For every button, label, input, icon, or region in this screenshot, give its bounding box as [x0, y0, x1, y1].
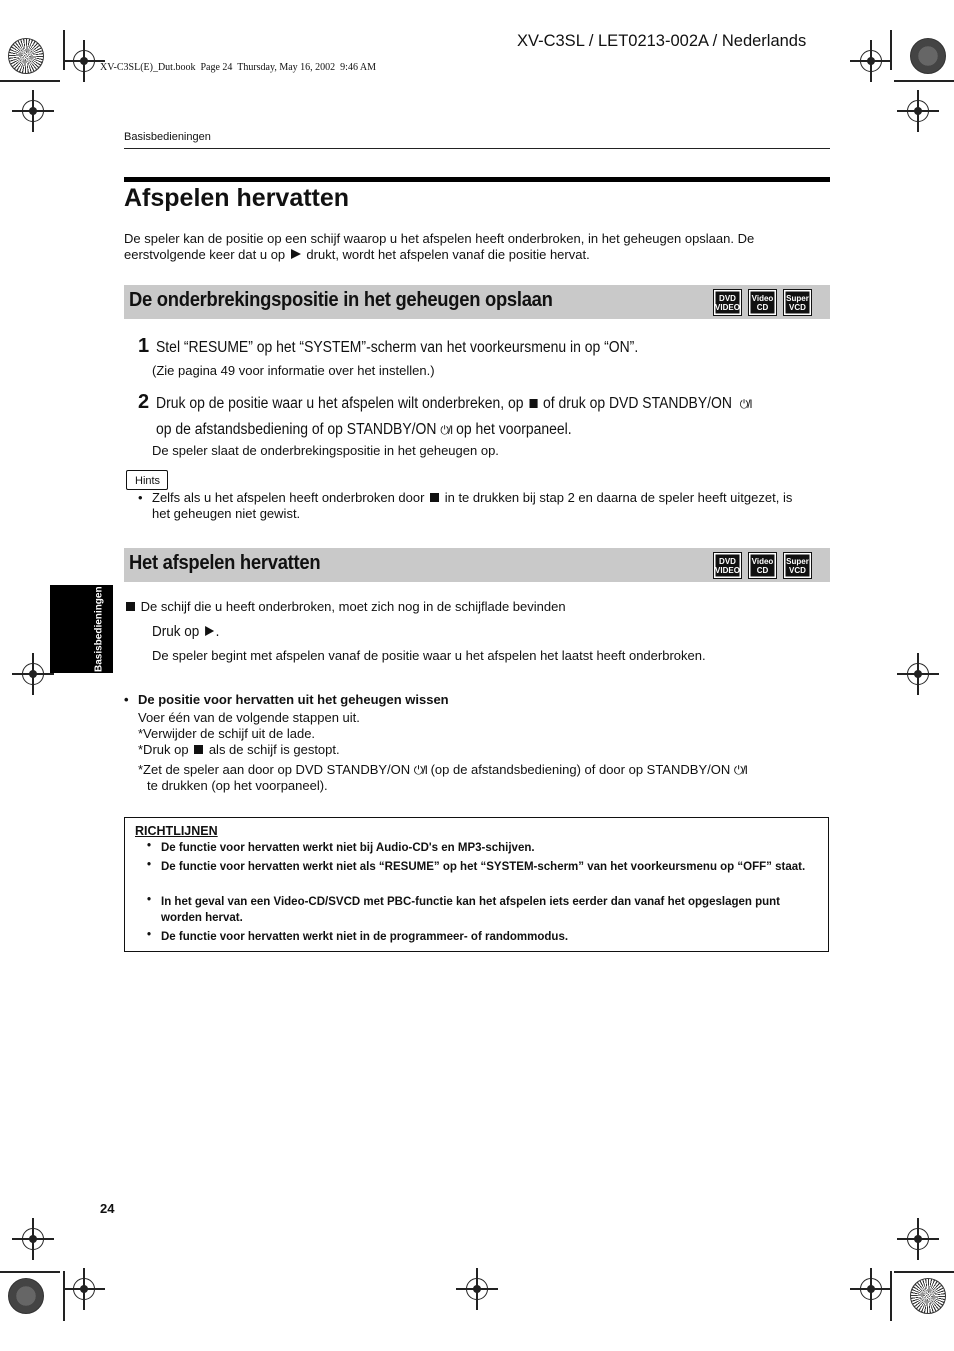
registration-starburst-top-left: [8, 38, 44, 74]
clear-step-1: *Verwijder de schijf uit de lade.: [138, 726, 316, 741]
section-title: Het afspelen hervatten: [129, 552, 321, 574]
crosshair-left-mid: [22, 663, 44, 685]
clear-step-3-a: *Zet de speler aan door op DVD STANDBY/ON: [138, 762, 411, 777]
guideline-item-4: De functie voor hervatten werkt niet in de programmeer- of randommodus.: [161, 931, 569, 943]
dvd-video-badge: DVD VIDEO: [713, 289, 742, 316]
action-text: [152, 623, 219, 640]
page-title: Afspelen hervatten: [124, 184, 350, 212]
play-icon: [291, 249, 301, 259]
clear-intro: Voer één van de volgende stappen uit.: [138, 710, 360, 725]
crosshair-bottom-center: [466, 1278, 488, 1300]
guideline-bullet: •: [147, 929, 152, 941]
condition-label: De schijf die u heeft onderbroken, moet zich nog in de schijflade bevinden: [140, 599, 566, 614]
crosshair-right-bottom: [907, 1228, 929, 1250]
guideline-bullet: •: [147, 840, 152, 852]
disc-badges: [713, 289, 812, 316]
clear-bullet: •: [124, 692, 129, 707]
section-title: De onderbrekingspositie in het geheugen opslaan: [129, 289, 553, 311]
crop-line: [0, 80, 60, 82]
condition-text: [124, 599, 566, 614]
intro-line-1: De speler kan de positie op een schijf waarop u het afspelen heeft onderbroken, in het geheugen opslaan. De: [124, 231, 755, 246]
section-header-resume-playback: [124, 548, 830, 582]
crosshair-right-top: [907, 100, 929, 122]
step-2-line-1-a: Druk op de positie waar u het afspelen wilt onderbreken, op: [156, 395, 524, 412]
crosshair-bottom-right: [860, 1278, 882, 1300]
guidelines-box: [124, 817, 829, 952]
section-label: Basisbedieningen: [124, 131, 211, 143]
step-1-number: 1: [138, 335, 150, 357]
intro-line-2: [124, 247, 754, 263]
crop-line: [0, 1271, 60, 1273]
crop-line: [63, 1271, 65, 1321]
step-1-text: Stel “RESUME” op het “SYSTEM”-scherm van het voorkeursmenu in op “ON”.: [156, 339, 639, 356]
super-vcd-badge: Super VCD: [783, 552, 812, 579]
step-2-number: 2: [138, 391, 150, 413]
intro-line-2-b: drukt, wordt het afspelen vanaf die positie hervat.: [306, 247, 590, 262]
registration-starburst-bottom-left: [8, 1278, 44, 1314]
guideline-item-1: De functie voor hervatten werkt niet bij Audio-CD's en MP3-schijven.: [161, 842, 535, 854]
hint-bullet: •: [138, 490, 143, 505]
hint-line-1-a: Zelfs als u het afspelen heeft onderbroken door: [152, 490, 425, 505]
model-header: XV-C3SL / LET0213-002A / Nederlands: [517, 32, 807, 50]
video-cd-badge: Video CD: [748, 289, 777, 316]
crop-line: [894, 1271, 954, 1273]
guideline-bullet: •: [147, 894, 152, 906]
clear-step-2-a: *Druk op: [138, 742, 189, 757]
crop-line: [894, 80, 954, 82]
play-icon: [205, 626, 214, 636]
hint-line-1: [152, 490, 792, 505]
registration-starburst-bottom-right: [910, 1278, 946, 1314]
action-a: Druk op: [152, 623, 200, 640]
power-icon: ⏻/I: [733, 763, 748, 777]
stop-icon: [194, 745, 203, 754]
crosshair-top-left: [73, 50, 95, 72]
disc-badges: [713, 552, 812, 579]
header-rule: [124, 148, 830, 149]
page-number: 24: [100, 1201, 115, 1216]
title-rule: [124, 177, 830, 182]
registration-starburst-top-right: [910, 38, 946, 74]
stop-icon: [529, 399, 537, 408]
section-header-save-position: [124, 285, 830, 319]
crosshair-left-bottom: [22, 1228, 44, 1250]
crop-line: [63, 30, 65, 70]
crosshair-left-top: [22, 100, 44, 122]
guidelines-title: RICHTLIJNEN: [135, 824, 218, 838]
clear-step-3-cont: te drukken (op het voorpaneel).: [147, 778, 328, 793]
intro-text: [124, 231, 754, 263]
step-1-note: (Zie pagina 49 voor informatie over het instellen.): [152, 363, 435, 378]
step-2-line-1-b: of druk op DVD STANDBY/ON: [543, 395, 732, 412]
dvd-video-badge: DVD VIDEO: [713, 552, 742, 579]
clear-step-3-b: (op de afstandsbediening) of door op STANDBY/ON: [430, 762, 731, 777]
hints-label: Hints: [126, 470, 168, 490]
clear-step-2-b: als de schijf is gestopt.: [208, 742, 340, 757]
action-b: .: [215, 623, 220, 640]
crop-line: [890, 1271, 892, 1321]
side-tab-label: Basisbedieningen: [93, 586, 105, 672]
step-2-line-2: [156, 421, 572, 439]
crosshair-right-mid: [907, 663, 929, 685]
intro-line-2-a: eerstvolgende keer dat u op: [124, 247, 286, 262]
video-cd-badge: Video CD: [748, 552, 777, 579]
step-2-note: De speler slaat de onderbrekingspositie in het geheugen op.: [152, 443, 499, 458]
book-info: XV-C3SL(E)_Dut.book Page 24 Thursday, May 16, 2002 9:46 AM: [100, 62, 377, 73]
square-bullet-icon: [126, 602, 135, 611]
action-note: De speler begint met afspelen vanaf de positie waar u het afspelen het laatst heeft onderbroken.: [152, 648, 706, 663]
power-icon: ⏻/I: [739, 397, 752, 411]
guideline-item-2: De functie voor hervatten werkt niet als “RESUME” op het “SYSTEM-scherm” van het voorkeursmenu op “OFF” staat.: [161, 861, 806, 873]
power-icon: ⏻/I: [413, 763, 427, 777]
super-vcd-badge: Super VCD: [783, 289, 812, 316]
step-2-line-2-a: op de afstandsbediening of op STANDBY/ON: [156, 421, 437, 438]
step-2-line-2-b: op het voorpaneel.: [456, 421, 572, 438]
step-2-line-1: [156, 395, 752, 413]
guideline-item-3: In het geval van een Video-CD/SVCD met PBC-functie kan het afspelen iets eerder dan vanaf het opgeslagen punt worden hervat.: [161, 896, 781, 924]
power-icon: ⏻/I: [440, 423, 453, 437]
crosshair-bottom-left: [73, 1278, 95, 1300]
hint-line-1-b: in te drukken bij stap 2 en daarna de speler heeft uitgezet, is: [444, 490, 793, 505]
guideline-bullet: •: [147, 859, 152, 871]
clear-step-2: [138, 742, 340, 757]
clear-step-3: [138, 762, 747, 778]
hint-line-2: het geheugen niet gewist.: [152, 506, 301, 521]
crosshair-top-right: [860, 50, 882, 72]
crop-line: [890, 30, 892, 70]
stop-icon: [430, 493, 439, 502]
clear-title: De positie voor hervatten uit het geheugen wissen: [138, 692, 449, 707]
